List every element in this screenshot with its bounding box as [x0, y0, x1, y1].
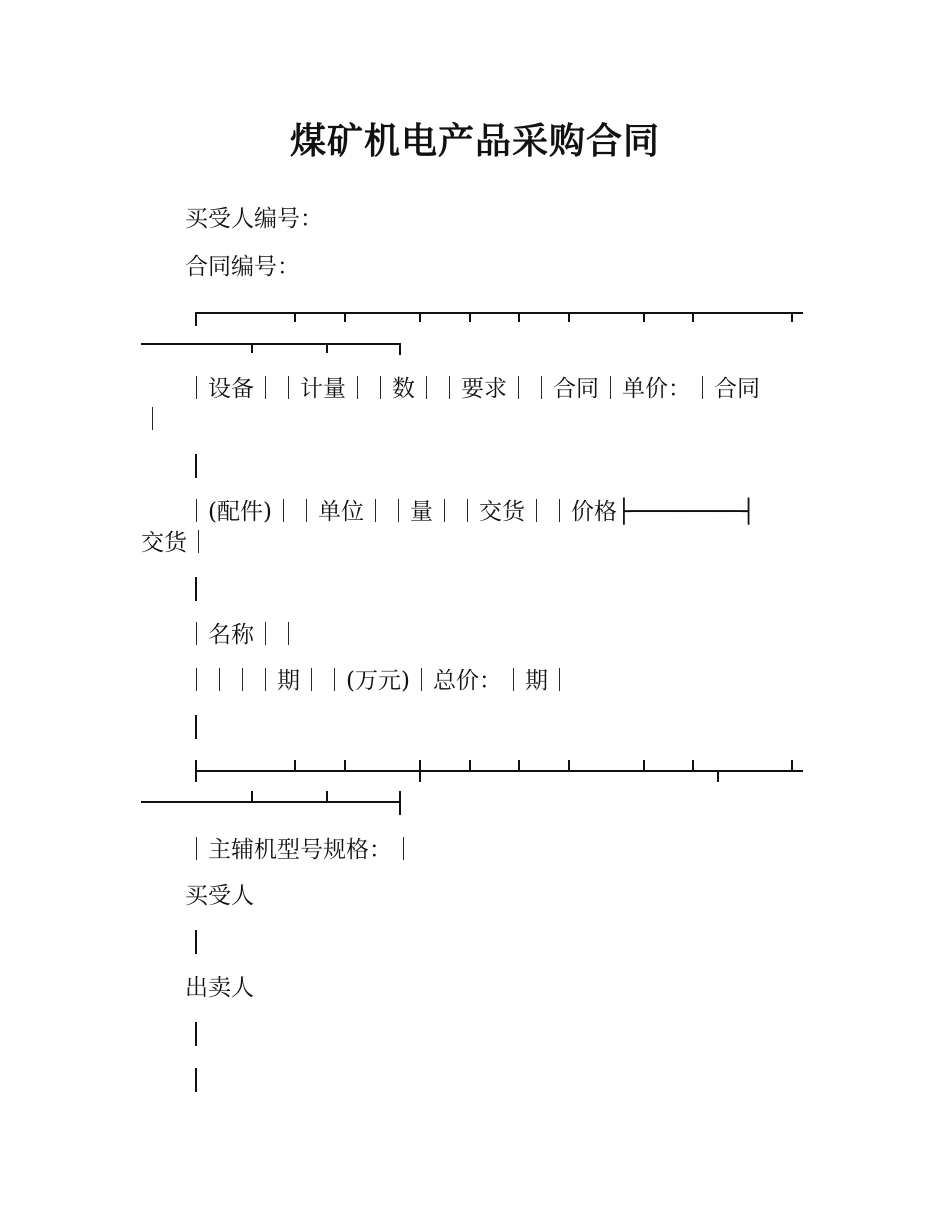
contract-number-label: 合同编号： [185, 254, 300, 280]
table-row-2-wrap: 交货｜ [141, 530, 210, 556]
table-row-1-wrap: ｜ [141, 407, 164, 433]
table-row-4: ｜｜｜｜期｜｜(万元)｜总价：｜期｜ [185, 668, 571, 694]
spec-row: ｜主辅机型号规格：｜ [185, 837, 415, 863]
page-title: 煤矿机电产品采购合同 [289, 121, 660, 162]
table-separator [195, 454, 197, 478]
buyer-number-label: 买受人编号： [185, 206, 323, 232]
table-separator [195, 930, 197, 954]
buyer-label: 买受人 [185, 883, 254, 909]
seller-label: 出卖人 [185, 975, 254, 1001]
table-separator [195, 1022, 197, 1046]
table-row-1: ｜设备｜｜计量｜｜数｜｜要求｜｜合同｜单价：｜合同 [185, 376, 760, 402]
table-row-2: ｜(配件)｜｜单位｜｜量｜｜交货｜｜价格├────────┤ [185, 499, 756, 525]
table-row-3: ｜名称｜｜ [185, 622, 300, 648]
table-separator [195, 577, 197, 601]
table-separator [195, 1068, 197, 1092]
table-separator [195, 715, 197, 739]
